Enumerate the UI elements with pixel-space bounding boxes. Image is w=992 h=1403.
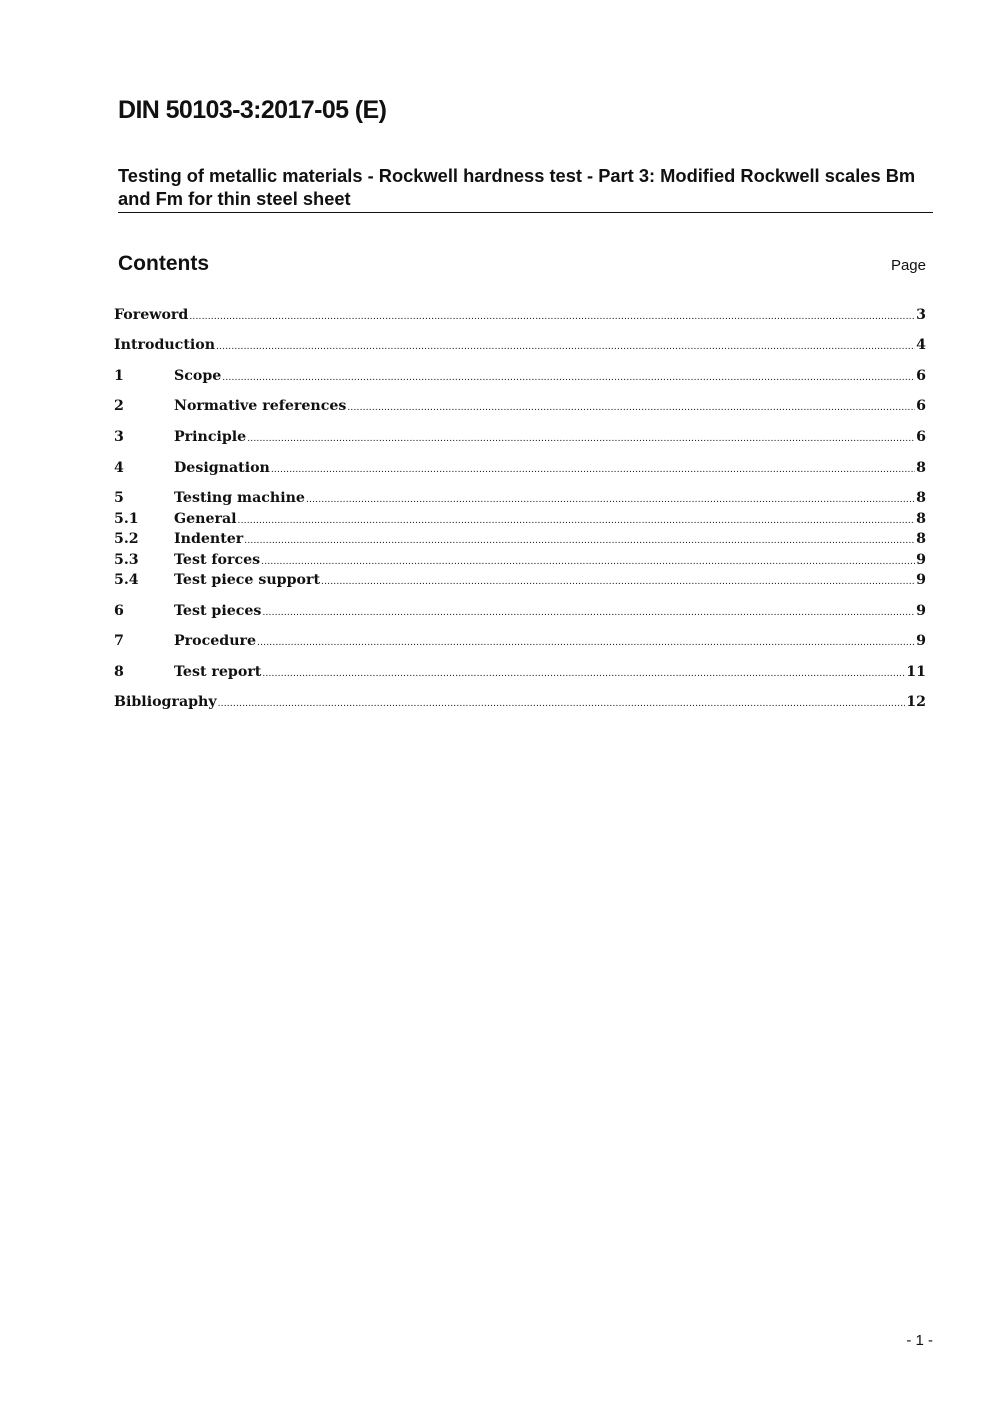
toc-entry-page: 9 [916,633,926,649]
toc-entry-label: Test pieces [174,603,262,619]
toc-entry-number: 8 [114,664,124,680]
toc-entry-page: 6 [916,429,926,445]
toc-entry-label: Designation [174,460,270,476]
toc-entry-indenter[interactable] [114,529,926,549]
toc-entry-label: Test report [174,664,262,680]
toc-dot-leader [222,366,915,388]
toc-entry-label: Scope [174,368,222,384]
toc-entry-page: 6 [916,398,926,414]
toc-entry-test-report[interactable] [114,662,926,682]
toc-dot-leader [262,662,905,684]
toc-entry-label: General [174,511,237,527]
toc-dot-leader [347,396,915,418]
toc-entry-page: 8 [916,490,926,506]
toc-entry-number: 4 [114,460,124,476]
toc-entry-label: Introduction [114,337,216,353]
page-column-heading: Page [890,257,926,274]
toc-entry-number: 6 [114,603,124,619]
toc-dot-leader [244,529,915,551]
toc-entry-page: 11 [906,664,926,680]
toc-entry-label: Principle [174,429,247,445]
toc-entry-page: 9 [916,572,926,588]
toc-dot-leader [321,570,915,592]
toc-entry-number: 1 [114,368,124,384]
footer-page-number: - 1 - [906,1332,933,1349]
toc-dot-leader [261,550,915,572]
toc-entry-label: Procedure [174,633,257,649]
toc-entry-introduction[interactable] [114,335,926,355]
toc-entry-label: Indenter [174,531,244,547]
toc-entry-page: 8 [916,531,926,547]
toc-entry-label: Testing machine [174,490,305,506]
toc-entry-procedure[interactable] [114,631,926,651]
toc-entry-label: Normative references [174,398,347,414]
toc-dot-leader [306,488,915,510]
toc-entry-label: Test piece support [174,572,321,588]
toc-entry-foreword[interactable] [114,305,926,325]
toc-dot-leader [257,631,915,653]
toc-entry-normative-references[interactable] [114,396,926,416]
toc-dot-leader [189,305,915,327]
toc-entry-test-forces[interactable] [114,550,926,570]
toc-entry-page: 6 [916,368,926,384]
toc-dot-leader [271,458,915,480]
toc-entry-bibliography[interactable] [114,692,926,712]
toc-entry-number: 5 [114,490,124,506]
toc-entry-label: Test forces [174,552,261,568]
toc-entry-page: 9 [916,552,926,568]
toc-entry-number: 2 [114,398,124,414]
toc-entry-test-pieces[interactable] [114,601,926,621]
toc-entry-page: 12 [906,694,926,710]
toc-entry-number: 5.4 [114,572,139,588]
toc-entry-label: Bibliography [114,694,217,710]
toc-dot-leader [218,692,906,714]
toc-entry-general[interactable] [114,509,926,529]
toc-entry-test-piece-support[interactable] [114,570,926,590]
toc-entry-testing-machine[interactable] [114,488,926,508]
toc-entry-page: 8 [916,511,926,527]
toc-entry-number: 3 [114,429,124,445]
toc-entry-principle[interactable] [114,427,926,447]
toc-entry-page: 8 [916,460,926,476]
toc-entry-number: 7 [114,633,124,649]
toc-entry-page: 4 [916,337,926,353]
toc-entry-page: 9 [916,603,926,619]
document-title: DIN 50103-3:2017-05 (E) [118,96,387,124]
toc-entry-number: 5.3 [114,552,139,568]
toc-dot-leader [216,335,915,357]
toc-dot-leader [262,601,915,623]
toc-entry-scope[interactable] [114,366,926,386]
document-subtitle: Testing of metallic materials - Rockwell hardness test - Part 3: Modified Rockwell scales Bm and Fm for thin steel sheet [118,164,933,213]
toc-dot-leader [238,509,916,531]
toc-entry-number: 5.1 [114,511,139,527]
toc-entry-page: 3 [916,307,926,323]
toc-dot-leader [247,427,915,449]
toc-entry-label: Foreword [114,307,189,323]
toc-entry-number: 5.2 [114,531,139,547]
toc-entry-designation[interactable] [114,458,926,478]
contents-heading: Contents [118,252,209,275]
